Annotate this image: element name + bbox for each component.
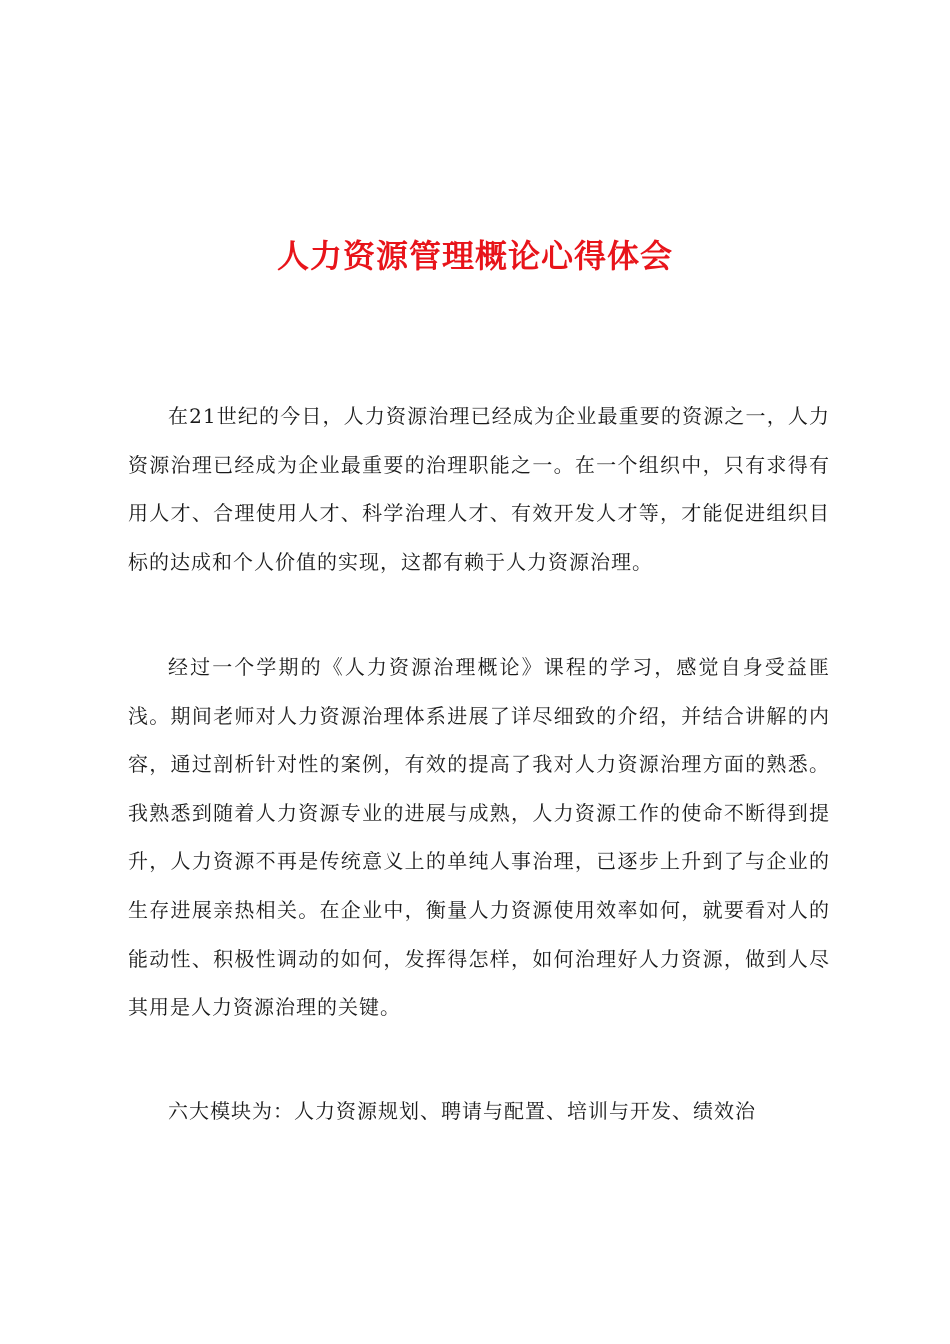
paragraph-2: 经过一个学期的《人力资源治理概论》课程的学习，感觉自身受益匪浅。期间老师对人力资源治理体系进展了详尽细致的介绍，并结合讲解的内容，通过剖析针对性的案例，有效的提高了我对人力资源治理方面的熟悉。我熟悉到随着人力资源专业的进展与成熟，人力资源工作的使命不断得到提升，人力资源不再是传统意义上的单纯人事治理，已逐步上升到了与企业的生存进展亲热相关。在企业中，衡量人力资源使用效率如何，就要看对人的能动性、积极性调动的如何，发挥得怎样，如何治理好人力资源，做到人尽其用是人力资源治理的关键。 bbox=[128, 655, 830, 1020]
paragraph-3: 六大模块为：人力资源规划、聘请与配置、培训与开发、绩效治 bbox=[168, 1099, 756, 1123]
paragraph-1: 在21世纪的今日，人力资源治理已经成为企业最重要的资源之一，人力资源治理已经成为企业最重要的治理职能之一。在一个组织中，只有求得有用人才、合理使用人才、科学治理人才、有效开发人才等，才能促进组织目标的达成和个人价值的实现，这都有赖于人力资源治理。 bbox=[128, 404, 830, 574]
document-title: 人力资源管理概论心得体会 bbox=[276, 237, 673, 276]
